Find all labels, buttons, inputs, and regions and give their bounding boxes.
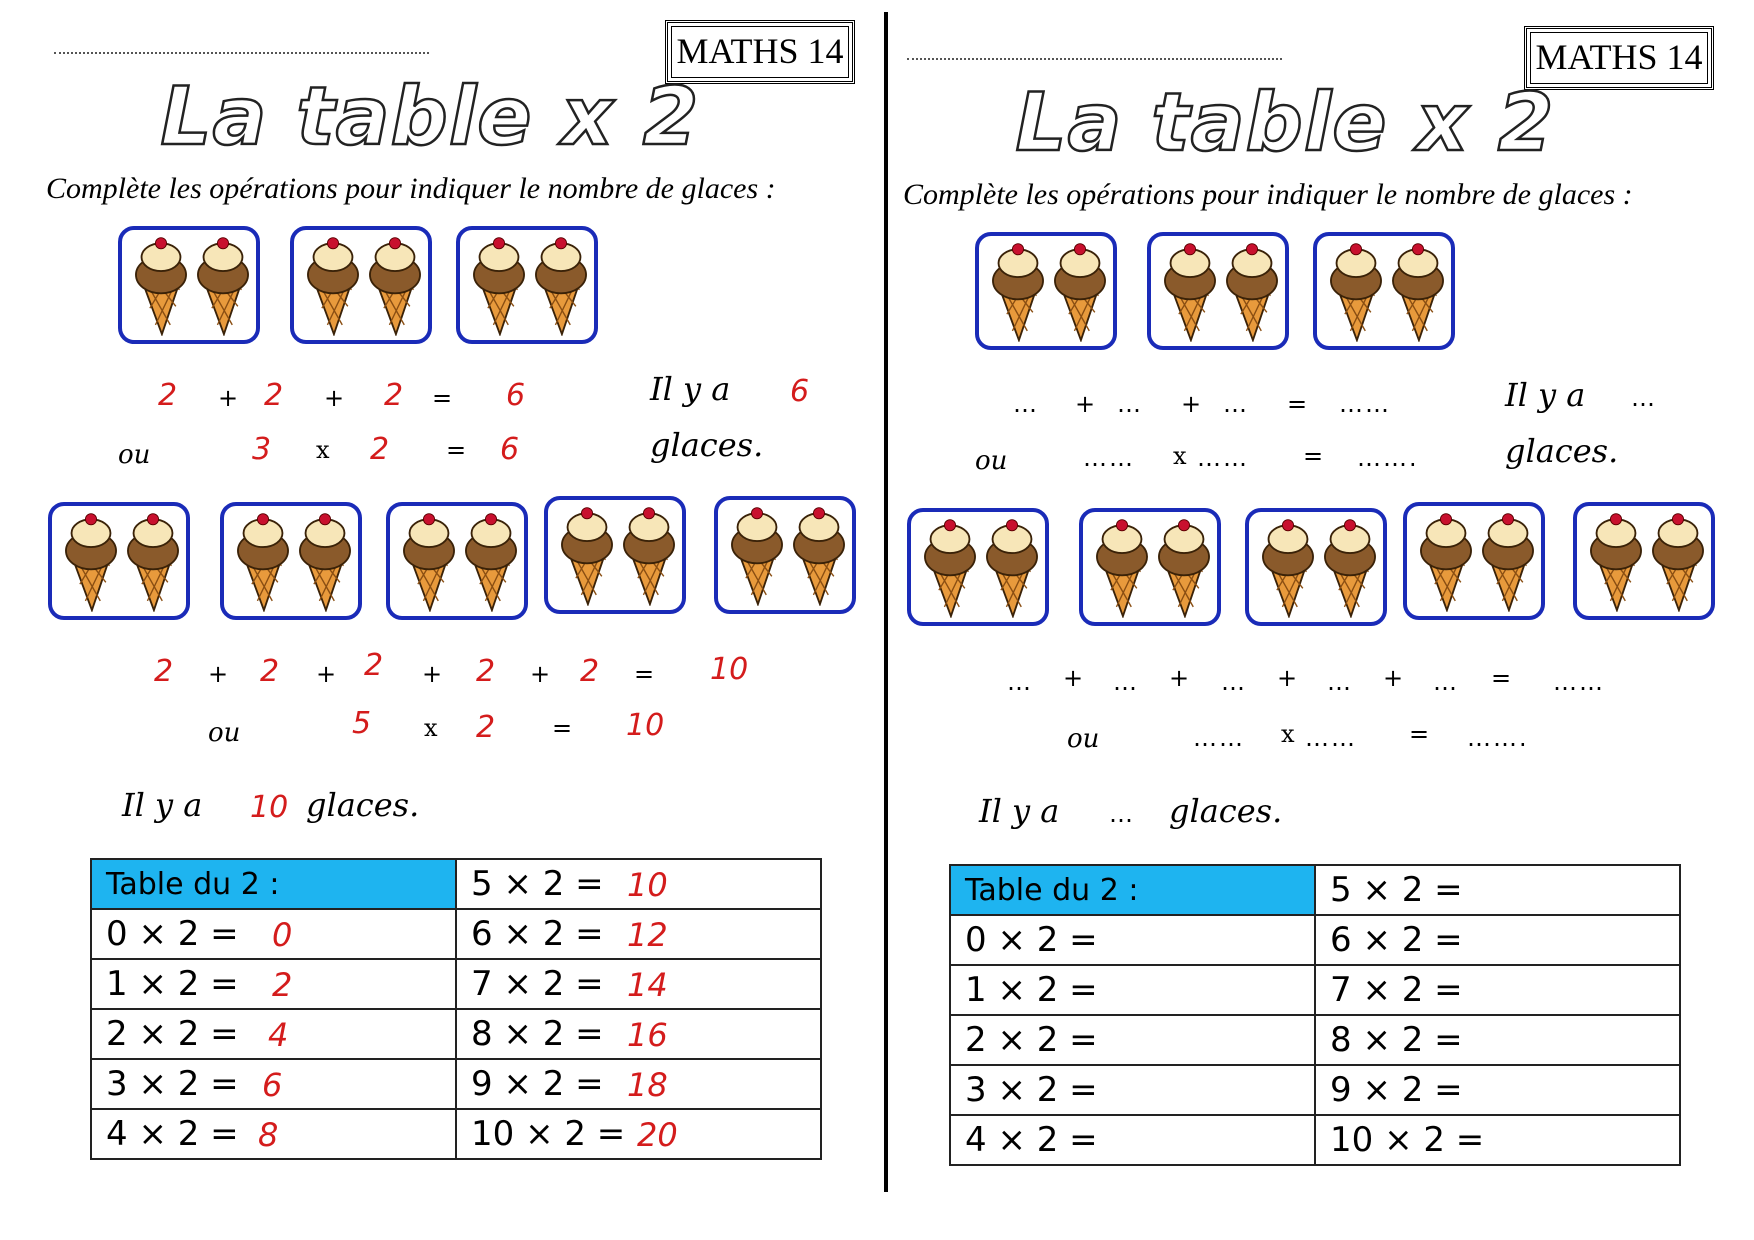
answer: 6 — [790, 374, 810, 409]
table-cell: 10 × 2 = 20 — [456, 1109, 821, 1159]
ice-cream-cone-icon — [194, 234, 252, 336]
maths-tag: MATHS 14 — [1524, 26, 1714, 90]
maths-tag: MATHS 14 — [665, 20, 855, 84]
table-cell: 0 × 2 = 0 — [91, 909, 456, 959]
equals-sign: = — [1491, 664, 1512, 692]
table-cell: 6 × 2 = 12 — [456, 909, 821, 959]
times-table — [949, 864, 1681, 1166]
ice-cream-cone-icon — [1051, 240, 1109, 342]
table-row — [950, 865, 1680, 915]
il-y-a-text: Il y a — [979, 792, 1060, 830]
blank: … — [1433, 668, 1459, 696]
table-header: Table du 2 : — [950, 865, 1315, 915]
blank: … — [1013, 390, 1039, 418]
table-cell: 0 × 2 = — [950, 915, 1315, 965]
table-cell: 6 × 2 = — [1315, 915, 1680, 965]
equals-sign: = — [1409, 720, 1430, 748]
ice-cream-pair — [1147, 232, 1289, 350]
answer: 6 — [500, 432, 520, 467]
plus-sign: + — [1277, 664, 1298, 692]
name-line — [907, 58, 1282, 60]
blank: … — [1117, 390, 1143, 418]
answer: 6 — [506, 378, 526, 413]
ice-cream-pair — [456, 226, 598, 344]
blank: … — [1113, 668, 1139, 696]
table-row — [91, 859, 821, 909]
table-cell: 10 × 2 = — [1315, 1115, 1680, 1165]
equals-sign: = — [432, 384, 453, 412]
plus-sign: + — [1181, 390, 1202, 418]
glaces-text: glaces. — [1169, 792, 1283, 830]
blank: …… — [1305, 724, 1357, 752]
table-row — [950, 915, 1680, 965]
ice-cream-cone-icon — [1223, 240, 1281, 342]
table-cell: 7 × 2 = — [1315, 965, 1680, 1015]
table-cell: 5 × 2 = 10 — [456, 859, 821, 909]
times-sign: x — [316, 436, 330, 464]
blank: …… — [1083, 444, 1135, 472]
il-y-a-text: Il y a — [1505, 376, 1586, 414]
plus-sign: + — [1169, 664, 1190, 692]
ou-text: ou — [975, 446, 1008, 476]
answer: 2 — [364, 648, 384, 683]
plus-sign: + — [324, 384, 345, 412]
ice-cream-cone-icon — [462, 510, 520, 612]
table-row — [91, 909, 821, 959]
ice-cream-cone-icon — [470, 234, 528, 336]
blank: …… — [1197, 444, 1249, 472]
ice-cream-cone-icon — [558, 504, 616, 606]
plus-sign: + — [208, 660, 229, 688]
table-cell: 7 × 2 = 14 — [456, 959, 821, 1009]
ice-cream-pair — [1245, 508, 1387, 626]
ice-cream-cone-icon — [790, 504, 848, 606]
blank: … — [1327, 668, 1353, 696]
plus-sign: + — [218, 384, 239, 412]
table-cell: 9 × 2 = 18 — [456, 1059, 821, 1109]
blank: … — [1221, 668, 1247, 696]
table-row — [91, 1109, 821, 1159]
ice-cream-cone-icon — [1093, 516, 1151, 618]
ice-cream-cone-icon — [132, 234, 190, 336]
ice-cream-cone-icon — [728, 504, 786, 606]
il-y-a-text: Il y a — [650, 370, 731, 408]
ou-text: ou — [208, 718, 241, 748]
table-row — [950, 1015, 1680, 1065]
answer: 5 — [352, 706, 372, 741]
ice-cream-pair — [975, 232, 1117, 350]
plus-sign: + — [1383, 664, 1404, 692]
answer: 2 — [264, 378, 284, 413]
table-cell: 5 × 2 = — [1315, 865, 1680, 915]
table-row — [950, 1065, 1680, 1115]
equals-sign: = — [634, 660, 655, 688]
ice-cream-cone-icon — [1417, 510, 1475, 612]
blank: …… — [1339, 390, 1391, 418]
ice-cream-cone-icon — [1327, 240, 1385, 342]
table-cell: 2 × 2 = 4 — [91, 1009, 456, 1059]
answer: 10 — [710, 652, 749, 687]
ice-cream-cone-icon — [620, 504, 678, 606]
plus-sign: + — [316, 660, 337, 688]
ice-cream-cone-icon — [1259, 516, 1317, 618]
plus-sign: + — [530, 660, 551, 688]
table-cell: 4 × 2 = 8 — [91, 1109, 456, 1159]
table-cell: 8 × 2 = — [1315, 1015, 1680, 1065]
table-row — [950, 965, 1680, 1015]
ice-cream-cone-icon — [1155, 516, 1213, 618]
ice-cream-cone-icon — [532, 234, 590, 336]
ice-cream-cone-icon — [124, 510, 182, 612]
ice-cream-pair — [386, 502, 528, 620]
equals-sign: = — [1287, 390, 1308, 418]
answer: 3 — [252, 432, 272, 467]
instruction-text: Complète les opérations pour indiquer le nombre de glaces : — [46, 172, 776, 205]
ice-cream-pair — [1403, 502, 1545, 620]
ice-cream-cone-icon — [296, 510, 354, 612]
table-header: Table du 2 : — [91, 859, 456, 909]
ice-cream-cone-icon — [983, 516, 1041, 618]
blank: …… — [1553, 668, 1605, 696]
answer: 10 — [250, 790, 289, 825]
times-table — [90, 858, 822, 1160]
blank: …… — [1193, 724, 1245, 752]
ice-cream-pair — [118, 226, 260, 344]
table-cell: 9 × 2 = — [1315, 1065, 1680, 1115]
plus-sign: + — [422, 660, 443, 688]
plus-sign: + — [1063, 664, 1084, 692]
answer: 2 — [260, 654, 280, 689]
answer: 2 — [370, 432, 390, 467]
ice-cream-pair — [48, 502, 190, 620]
ice-cream-pair — [1313, 232, 1455, 350]
table-cell: 3 × 2 = 6 — [91, 1059, 456, 1109]
blank: … — [1109, 800, 1135, 828]
table-cell: 1 × 2 = — [950, 965, 1315, 1015]
right-worksheet — [877, 0, 1754, 1240]
ice-cream-pair — [907, 508, 1049, 626]
times-sign: x — [1281, 720, 1295, 748]
table-cell: 2 × 2 = — [950, 1015, 1315, 1065]
ice-cream-cone-icon — [366, 234, 424, 336]
il-y-a-text: Il y a — [122, 786, 203, 824]
ice-cream-pair — [544, 496, 686, 614]
plus-sign: + — [1075, 390, 1096, 418]
ice-cream-cone-icon — [1389, 240, 1447, 342]
answer: 2 — [154, 654, 174, 689]
name-line — [54, 52, 429, 54]
answer: 2 — [158, 378, 178, 413]
ice-cream-cone-icon — [989, 240, 1047, 342]
blank: … — [1007, 668, 1033, 696]
equals-sign: = — [1303, 442, 1324, 470]
ice-cream-pair — [290, 226, 432, 344]
ice-cream-pair — [1079, 508, 1221, 626]
times-sign: x — [1173, 442, 1187, 470]
table-row — [91, 1059, 821, 1109]
glaces-text: glaces. — [306, 786, 420, 824]
table-row — [950, 1115, 1680, 1165]
ice-cream-pair — [220, 502, 362, 620]
ice-cream-cone-icon — [62, 510, 120, 612]
ice-cream-pair — [1573, 502, 1715, 620]
answer: 2 — [476, 654, 496, 689]
answer: 10 — [626, 708, 665, 743]
table-row — [91, 959, 821, 1009]
glaces-text: glaces. — [650, 426, 764, 464]
times-sign: x — [424, 714, 438, 742]
ice-cream-cone-icon — [1161, 240, 1219, 342]
table-cell: 4 × 2 = — [950, 1115, 1315, 1165]
equals-sign: = — [446, 436, 467, 464]
ice-cream-cone-icon — [1587, 510, 1645, 612]
table-cell: 1 × 2 = 2 — [91, 959, 456, 1009]
page-title: La table x 2 — [1015, 76, 1555, 169]
blank: … — [1631, 384, 1657, 412]
ice-cream-cone-icon — [400, 510, 458, 612]
ice-cream-pair — [714, 496, 856, 614]
blank: ……. — [1357, 444, 1419, 472]
ou-text: ou — [1067, 724, 1100, 754]
glaces-text: glaces. — [1505, 432, 1619, 470]
ou-text: ou — [118, 440, 151, 470]
blank: … — [1223, 390, 1249, 418]
table-cell: 8 × 2 = 16 — [456, 1009, 821, 1059]
ice-cream-cone-icon — [1649, 510, 1707, 612]
blank: ……. — [1467, 724, 1529, 752]
equals-sign: = — [552, 714, 573, 742]
ice-cream-cone-icon — [1479, 510, 1537, 612]
table-cell: 3 × 2 = — [950, 1065, 1315, 1115]
ice-cream-cone-icon — [304, 234, 362, 336]
ice-cream-cone-icon — [921, 516, 979, 618]
ice-cream-cone-icon — [234, 510, 292, 612]
answer: 2 — [580, 654, 600, 689]
page-title: La table x 2 — [160, 70, 700, 163]
answer: 2 — [476, 710, 496, 745]
instruction-text: Complète les opérations pour indiquer le nombre de glaces : — [903, 178, 1633, 211]
table-row — [91, 1009, 821, 1059]
answer: 2 — [384, 378, 404, 413]
ice-cream-cone-icon — [1321, 516, 1379, 618]
